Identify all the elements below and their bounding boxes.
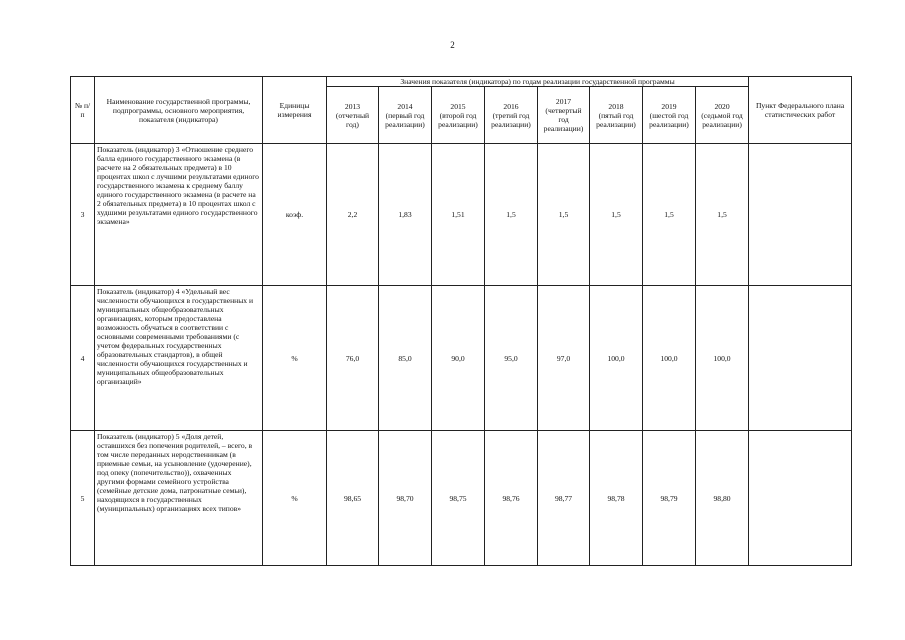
- year-note: (первый год реализации): [385, 110, 425, 129]
- header-plan-item: Пункт Федерального плана статистических работ: [749, 77, 852, 144]
- header-year-2019: [643, 87, 696, 144]
- value-2017: 98,77: [538, 431, 590, 566]
- header-year-2014: [379, 87, 432, 144]
- indicator-units: %: [263, 286, 327, 431]
- value-2019: 1,5: [643, 144, 696, 286]
- table-row: [71, 144, 852, 286]
- value-2020: 1,5: [696, 144, 749, 286]
- value-2014: 1,83: [379, 144, 432, 286]
- value-2013: 2,2: [327, 144, 379, 286]
- year-note: (второй год реализации): [438, 110, 478, 129]
- year-note: (шестой год реализации): [649, 110, 689, 129]
- year-label: 2014: [397, 101, 413, 111]
- value-2017: 97,0: [538, 286, 590, 431]
- year-label: 2015: [450, 101, 466, 111]
- plan-item: [749, 144, 852, 286]
- header-year-2016: [485, 87, 538, 144]
- value-2015: 90,0: [432, 286, 485, 431]
- year-label: 2016: [503, 101, 519, 111]
- year-note: (отчетный год): [335, 110, 370, 129]
- indicator-name: Показатель (индикатор) 3 «Отношение среднего балла единого государственного экзамена (в расчете на 2 обязательных предмета) в 10 процентах школ с лучшими результатами единого государственного экзамена к среднему баллу единого государственного экзамена (в расчете на 2 обязательных предмета) в 10 процентах школ с худшими результатами единого государственного экзамена»: [95, 144, 263, 286]
- value-2015: 98,75: [432, 431, 485, 566]
- indicator-units: коэф.: [263, 144, 327, 286]
- row-num: 4: [71, 286, 95, 431]
- value-2016: 98,76: [485, 431, 538, 566]
- year-note: (четвертый год реализации): [543, 106, 584, 133]
- year-note: (пятый год реализации): [596, 110, 636, 129]
- value-2018: 1,5: [590, 144, 643, 286]
- value-2015: 1,51: [432, 144, 485, 286]
- value-2014: 98,70: [379, 431, 432, 566]
- header-year-2018: [590, 87, 643, 144]
- header-units: Единицы измерения: [263, 77, 327, 144]
- year-note: (седьмой год реализации): [701, 110, 743, 129]
- plan-item: [749, 431, 852, 566]
- indicator-name: Показатель (индикатор) 4 «Удельный вес численности обучающихся в государственных и муниципальных общеобразовательных организациях, которым предоставлена возможность обучаться в соответствии с основными современными требованиями (с учетом федеральных государственных образовательных стандартов), в общей численности обучающихся государственных и муниципальных общеобразовательных организаций»: [95, 286, 263, 431]
- row-num: 3: [71, 144, 95, 286]
- header-year-2015: [432, 87, 485, 144]
- header-year-2017: [538, 87, 590, 144]
- value-2018: 98,78: [590, 431, 643, 566]
- header-year-2020: [696, 87, 749, 144]
- year-note: (третий год реализации): [491, 110, 531, 129]
- header-values-group: Значения показателя (индикатора) по годам реализации государственной программы: [327, 77, 749, 87]
- value-2017: 1,5: [538, 144, 590, 286]
- row-num: 5: [71, 431, 95, 566]
- value-2018: 100,0: [590, 286, 643, 431]
- value-2019: 100,0: [643, 286, 696, 431]
- value-2019: 98,79: [643, 431, 696, 566]
- indicators-table: [70, 76, 852, 566]
- value-2013: 98,65: [327, 431, 379, 566]
- plan-item: [749, 286, 852, 431]
- indicator-units: %: [263, 431, 327, 566]
- year-label: 2019: [661, 101, 677, 111]
- year-label: 2020: [714, 101, 730, 111]
- table-row: [71, 431, 852, 566]
- value-2020: 98,80: [696, 431, 749, 566]
- year-label: 2017: [555, 97, 572, 106]
- year-label: 2013: [344, 101, 361, 111]
- value-2016: 1,5: [485, 144, 538, 286]
- value-2014: 85,0: [379, 286, 432, 431]
- header-year-2013: [327, 87, 379, 144]
- header-name: Наименование государственной программы, подпрограммы, основного мероприятия, показателя (индикатора): [95, 77, 263, 144]
- table-row: [71, 286, 852, 431]
- page-number: 2: [450, 40, 455, 50]
- header-num: № п/п: [71, 77, 95, 144]
- value-2016: 95,0: [485, 286, 538, 431]
- value-2013: 76,0: [327, 286, 379, 431]
- value-2020: 100,0: [696, 286, 749, 431]
- indicator-name: Показатель (индикатор) 5 «Доля детей, оставшихся без попечения родителей, – всего, в том числе переданных неродственникам (в приемные семьи, на усыновление (удочерение), под опеку (попечительство)), охваченных другими формами семейного устройства (семейные детские дома, патронатные семьи), находящихся в государственных (муниципальных) организациях всех типов»: [95, 431, 263, 566]
- year-label: 2018: [608, 101, 624, 111]
